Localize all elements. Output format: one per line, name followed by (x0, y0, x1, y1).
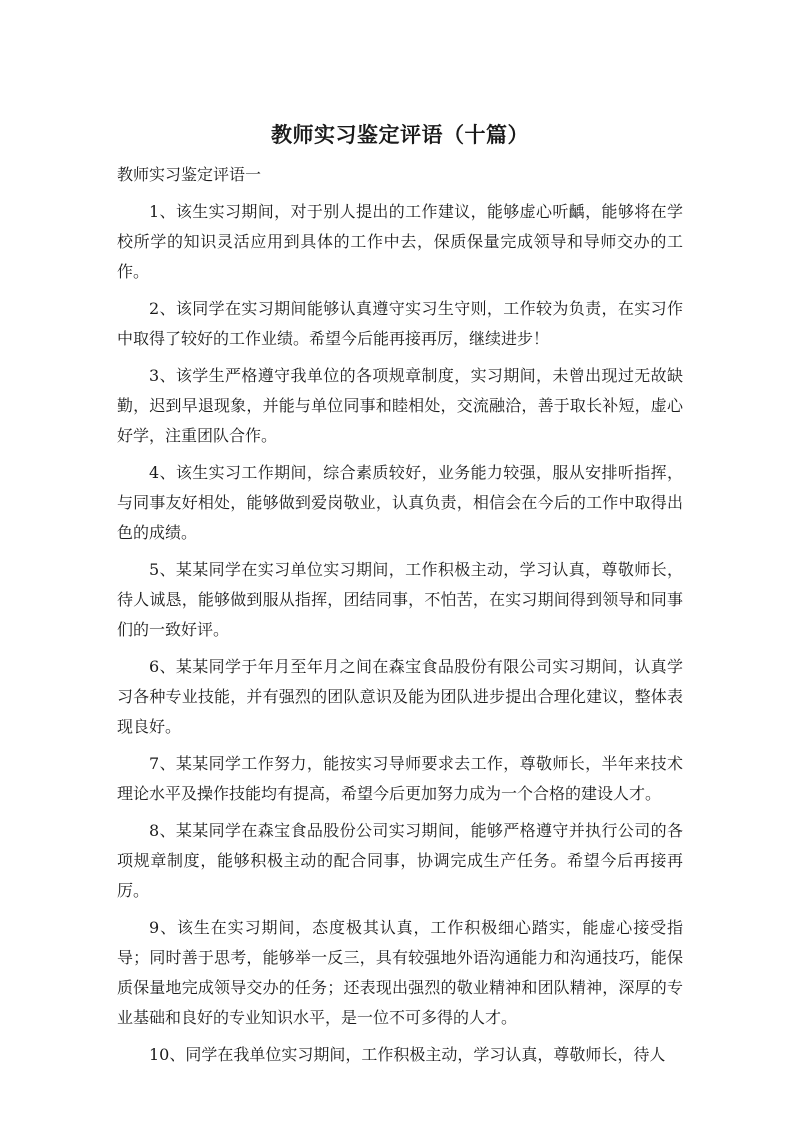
paragraph-6: 6、某某同学于年月至年月之间在森宝食品股份有限公司实习期间，认真学习各种专业技能，并有强烈的团队意识及能为团队进步提出合理化建议，整体表现良好。 (117, 657, 683, 736)
paragraph-4: 4、该生实习工作期间，综合素质较好，业务能力较强，服从安排听指挥，与同事友好相处，能够做到爱岗敬业，认真负责，相信会在今后的工作中取得出色的成绩。 (117, 463, 683, 542)
paragraph-9: 9、该生在实习期间，态度极其认真，工作积极细心踏实，能虚心接受指导；同时善于思考，能够举一反三，具有较强地外语沟通能力和沟通技巧，能保质保量地完成领导交办的任务；还表现出强烈的敬业精神和团队精神，深厚的专业基础和良好的专业知识水平，是一位不可多得的人才。 (117, 918, 683, 1027)
paragraph-7: 7、某某同学工作努力，能按实习导师要求去工作，尊敬师长，半年来技术理论水平及操作技能均有提高，希望今后更加努力成为一个合格的建设人才。 (117, 754, 683, 803)
paragraph-1: 1、该生实习期间，对于别人提出的工作建议，能够虚心听齲，能够将在学校所学的知识灵活应用到具体的工作中去，保质保量完成领导和导师交办的工作。 (117, 202, 683, 281)
section-heading: 教师实习鉴定评语一 (117, 165, 262, 184)
paragraph-3: 3、该学生严格遵守我单位的各项规章制度，实习期间，未曾出现过无故缺勤，迟到早退现象，并能与单位同事和睦相处，交流融洽，善于取长补短，虚心好学，注重团队合作。 (117, 366, 683, 445)
paragraph-5: 5、某某同学在实习单位实习期间，工作积极主动，学习认真，尊敬师长，待人诚恳，能够做到服从指挥，团结同事，不怕苦，在实习期间得到领导和同事们的一致好评。 (117, 560, 683, 639)
document-body (117, 160, 683, 1077)
paragraph-10: 10、同学在我单位实习期间，工作积极主动，学习认真，尊敬师长，待人 (149, 1045, 666, 1064)
document-title: 教师实习鉴定评语（十篇） (271, 123, 529, 147)
paragraph-2: 2、该同学在实习期间能够认真遵守实习生守则，工作较为负责，在实习作中取得了较好的工作业绩。希望今后能再接再厉，继续进步！ (117, 299, 683, 348)
paragraph-8: 8、某某同学在森宝食品股份公司实习期间，能够严格遵守并执行公司的各项规章制度，能够积极主动的配合同事，协调完成生产任务。希望今后再接再厉。 (117, 821, 683, 900)
